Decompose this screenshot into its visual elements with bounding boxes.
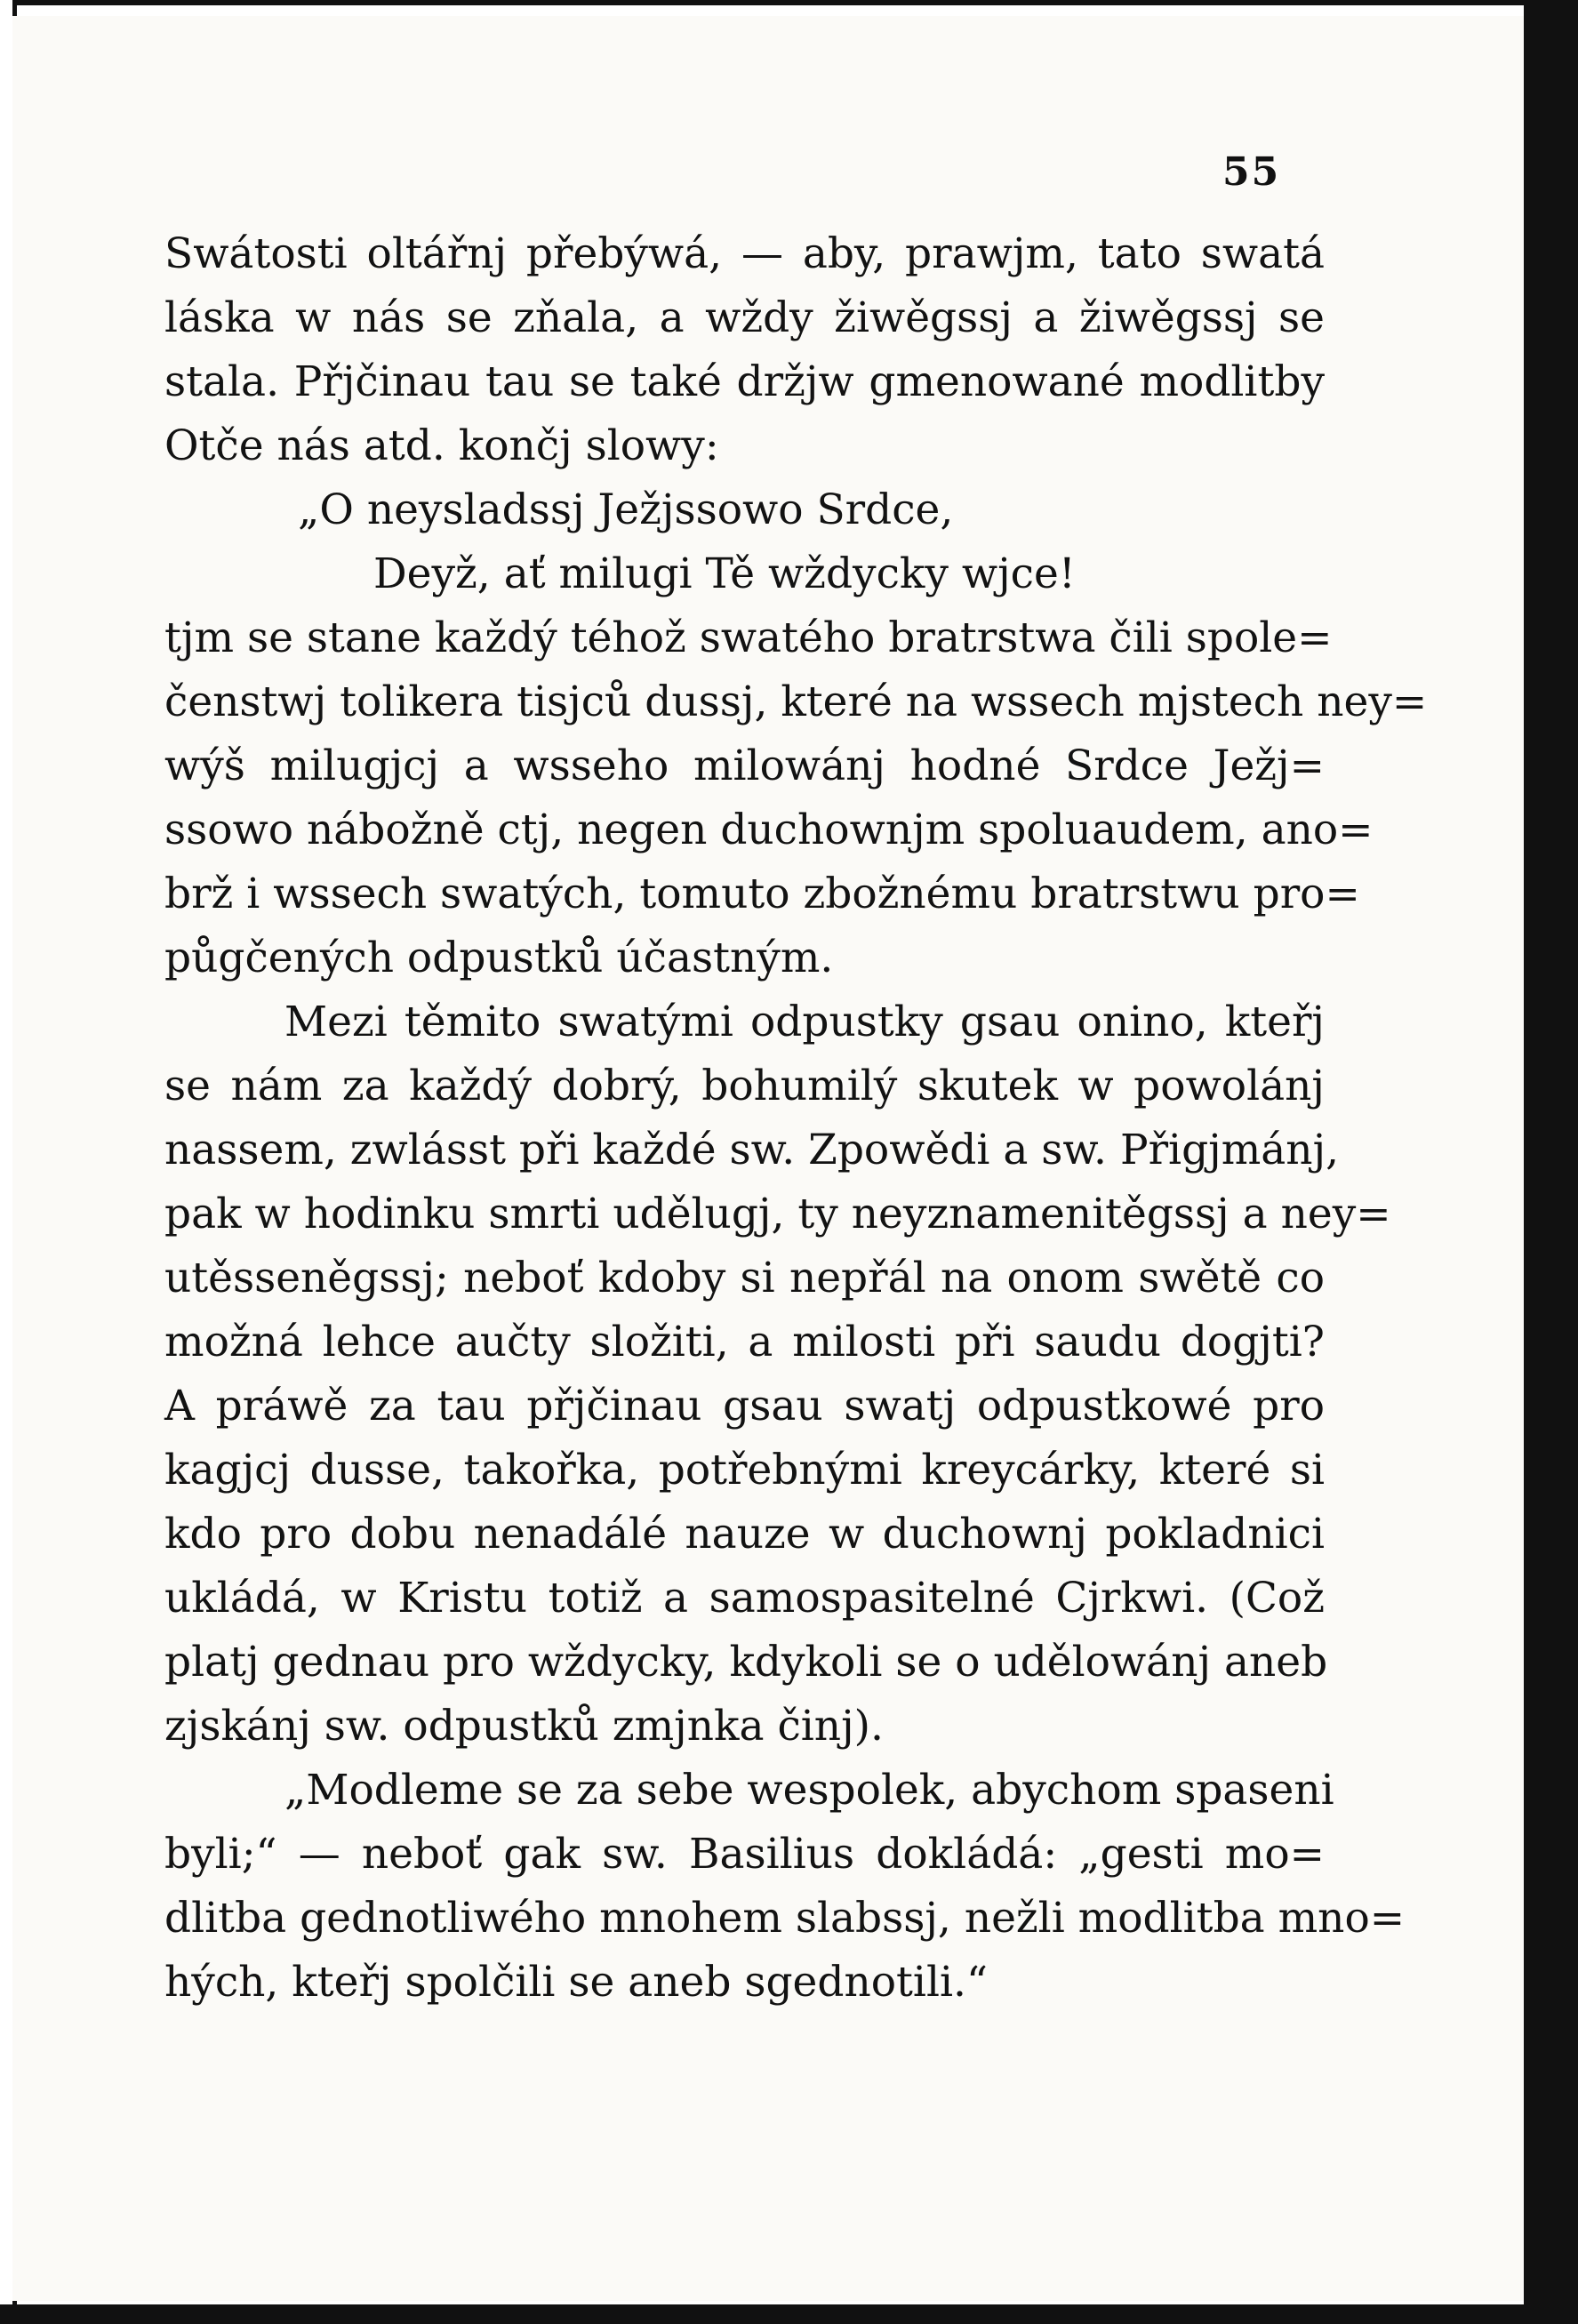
text-line: stala. Přjčinau tau se také držjw gmenowané modlitby bbox=[164, 357, 1325, 406]
text-line: kdo pro dobu nenadálé nauze w duchownj pokladnici bbox=[164, 1510, 1325, 1559]
text-line: tjm se stane každý téhož swatého bratrstwa čili spole= bbox=[164, 613, 1333, 662]
verse-line: Deyž, ať milugi Tě wždycky wjce! bbox=[373, 549, 1076, 598]
text-line: zjskánj sw. odpustků zmjnka činj). bbox=[164, 1702, 884, 1751]
text-line: utěsseněgssj; neboť kdoby si nepřál na onom swětě co bbox=[164, 1254, 1325, 1302]
scan-edge-bottom bbox=[0, 2304, 1578, 2324]
text-line: pak w hodinku smrti udělugj, ty neyznamenitěgssj a ney= bbox=[164, 1190, 1391, 1238]
text-line: byli;“ — neboť gak sw. Basilius dokládá: „gesti mo= bbox=[164, 1830, 1325, 1879]
scan-edge-right bbox=[1524, 0, 1578, 2324]
text-line: ssowo nábožně ctj, negen duchownjm spoluaudem, ano= bbox=[164, 805, 1374, 854]
page-number: 55 bbox=[1222, 149, 1281, 195]
text-line: nassem, zwlásst při každé sw. Zpowědi a sw. Přigjmánj, bbox=[164, 1126, 1340, 1174]
scan-edge-top bbox=[0, 0, 1578, 5]
page-body bbox=[164, 222, 1428, 2015]
text-line: hých, kteřj spolčili se aneb sgednotili.“ bbox=[164, 1958, 988, 2007]
text-line: možná lehce aučty složiti, a milosti při saudu dogjti? bbox=[164, 1318, 1325, 1366]
text-line: dlitba gednotliwého mnohem slabssj, nežli modlitba mno= bbox=[164, 1894, 1406, 1943]
text-line: ukládá, w Kristu totiž a samospasitelné Cjrkwi. (Což bbox=[164, 1574, 1325, 1623]
paragraph-start-line: Mezi těmito swatými odpustky gsau onino, kteřj bbox=[284, 998, 1325, 1046]
text-line: wýš milugjcj a wsseho milowánj hodné Srdce Ježj= bbox=[164, 741, 1325, 790]
text-line: platj gednau pro wždycky, kdykoli se o udělowánj aneb bbox=[164, 1638, 1328, 1687]
text-line: Swátosti oltářnj přebýwá, — aby, prawjm, tato swatá bbox=[164, 229, 1325, 278]
paragraph-start-line: „Modleme se za sebe wespolek, abychom spaseni bbox=[284, 1766, 1334, 1815]
text-line: čenstwj tolikera tisjců dussj, které na wssech mjstech ney= bbox=[164, 677, 1428, 726]
text-line: A práwě za tau přjčinau gsau swatj odpustkowé pro bbox=[164, 1382, 1325, 1430]
text-line: brž i wssech swatých, tomuto zbožnému bratrstwu pro= bbox=[164, 869, 1360, 918]
verse-line: „O neysladssj Ježjssowo Srdce, bbox=[298, 485, 954, 534]
text-line: láska w nás se zňala, a wždy žiwěgssj a žiwěgssj se bbox=[164, 293, 1325, 342]
text-line: kagjcj dusse, takořka, potřebnými kreycárky, které si bbox=[164, 1446, 1325, 1495]
text-line: půgčených odpustků účastným. bbox=[164, 934, 834, 982]
text-line: se nám za každý dobrý, bohumilý skutek w powolánj bbox=[164, 1062, 1325, 1110]
text-line: Otče nás atd. končj slowy: bbox=[164, 421, 719, 470]
